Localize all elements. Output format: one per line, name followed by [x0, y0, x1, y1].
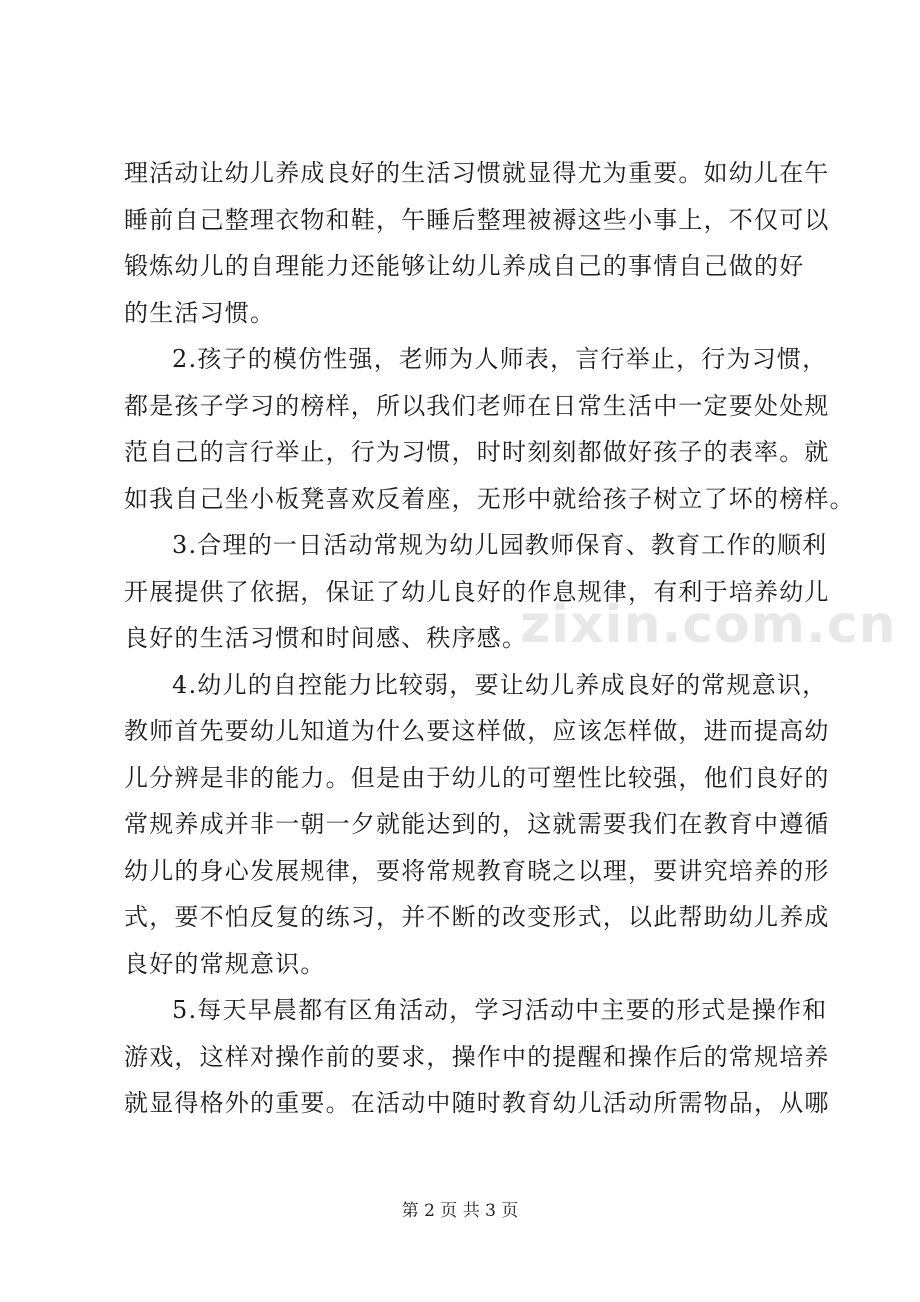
paragraph-4-first-line: 4.幼儿的自控能力比较弱，要让幼儿养成良好的常规意识，	[172, 670, 828, 699]
body-line: 式，要不怕反复的练习，并不断的改变形式，以此帮助幼儿养成	[124, 903, 830, 931]
paragraph-3-first-line: 3.合理的一日活动常规为幼儿园教师保育、教育工作的顺利	[172, 531, 828, 559]
body-line: 的生活习惯。	[124, 298, 276, 327]
body-line: 开展提供了依据，保证了幼儿良好的作息规律，有利于培养幼儿	[124, 577, 830, 606]
body-line: 幼儿的身心发展规律，要将常规教育晓之以理，要讲究培养的形	[124, 856, 830, 885]
body-line: 锻炼幼儿的自理能力还能够让幼儿养成自己的事情自己做的好	[124, 252, 805, 280]
body-line: 范自己的言行举止，行为习惯，时时刻刻都做好孩子的表率。就	[124, 438, 830, 466]
body-line: 理活动让幼儿养成良好的生活习惯就显得尤为重要。如幼儿在午	[124, 159, 830, 187]
watermark: zixin.com.cn	[520, 595, 897, 655]
body-line: 良好的生活习惯和时间感、秩序感。	[124, 624, 528, 652]
paragraph-5-first-line: 5.每天早晨都有区角活动，学习活动中主要的形式是操作和	[172, 996, 828, 1024]
body-line: 如我自己坐小板凳喜欢反着座，无形中就给孩子树立了坏的榜样。	[124, 484, 855, 513]
body-line: 常规养成并非一朝一夕就能达到的，这就需要我们在教育中遵循	[124, 810, 830, 838]
body-line: 良好的常规意识。	[124, 949, 326, 978]
body-line: 游戏，这样对操作前的要求，操作中的提醒和操作后的常规培养	[124, 1042, 830, 1071]
body-line: 都是孩子学习的榜样，所以我们老师在日常生活中一定要处处规	[124, 391, 830, 420]
body-line: 就显得格外的重要。在活动中随时教育幼儿活动所需物品，从哪	[124, 1089, 830, 1117]
body-line: 儿分辨是非的能力。但是由于幼儿的可塑性比较强，他们良好的	[124, 763, 830, 792]
paragraph-2-first-line: 2.孩子的模仿性强，老师为人师表，言行举止，行为习惯，	[172, 345, 828, 373]
body-line: 睡前自己整理衣物和鞋，午睡后整理被褥这些小事上，不仅可以	[124, 205, 830, 234]
page-number-footer: 第 2 页 共 3 页	[401, 1201, 519, 1221]
body-line: 教师首先要幼儿知道为什么要这样做，应该怎样做，进而提高幼	[124, 717, 830, 745]
